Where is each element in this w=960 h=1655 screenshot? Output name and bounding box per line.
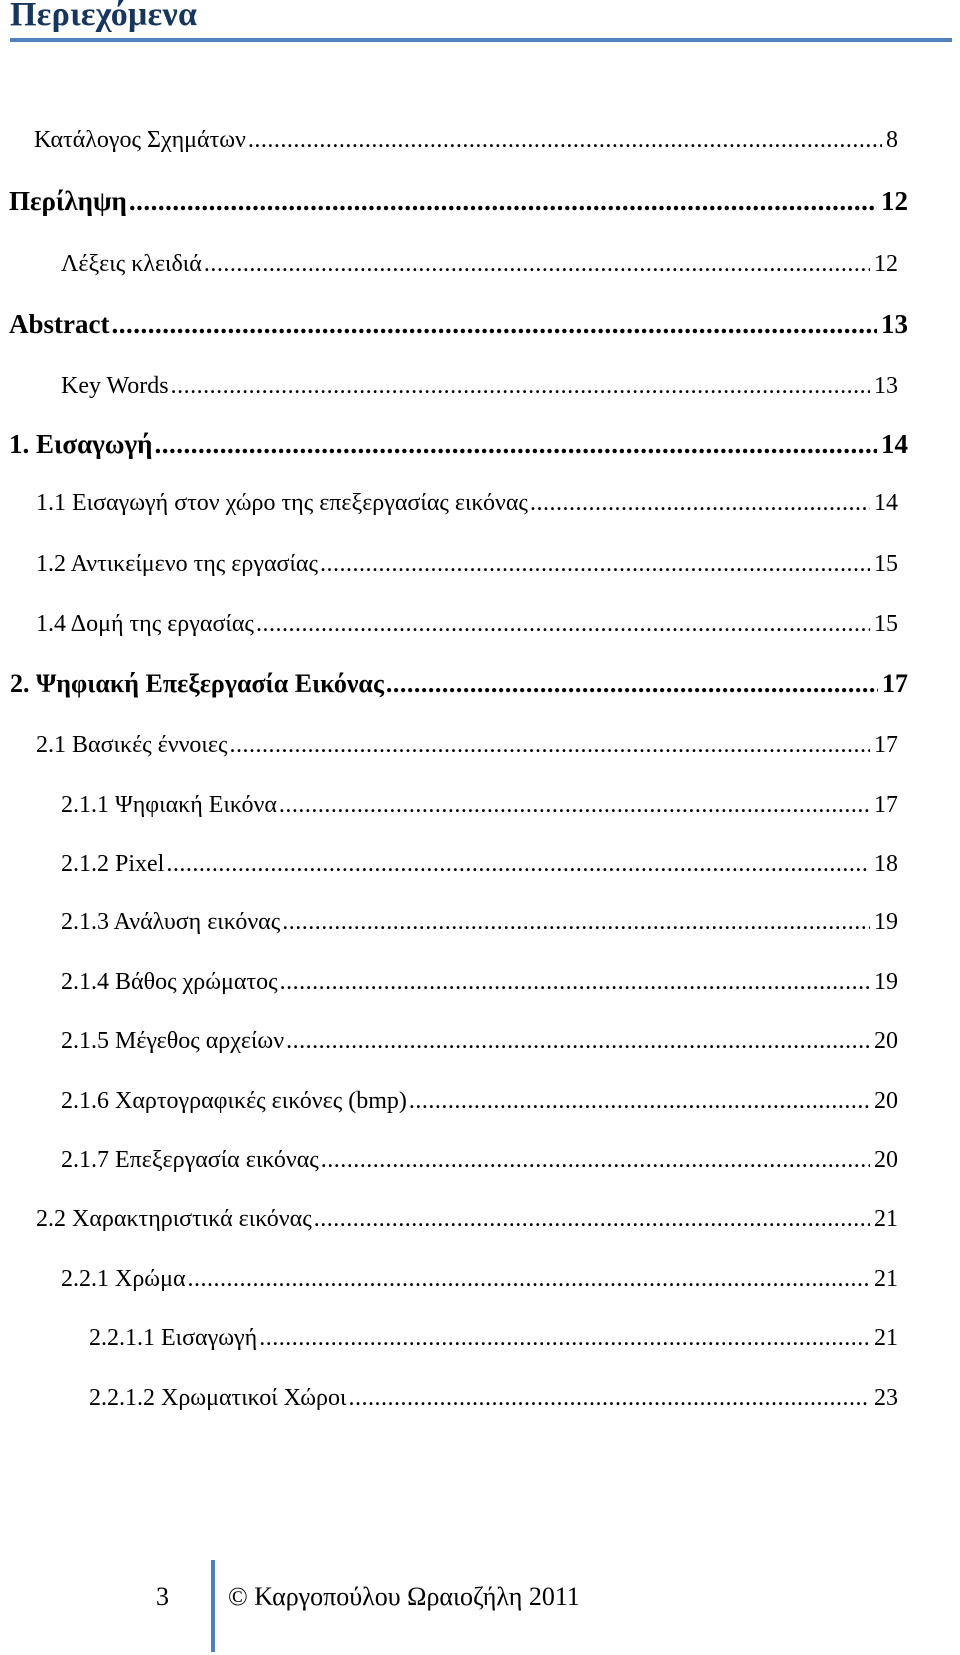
toc-entry-2-2[interactable] xyxy=(36,1201,898,1237)
toc-entry-page: 14 xyxy=(874,490,898,516)
dot-leader xyxy=(314,1201,870,1237)
dot-leader xyxy=(259,1320,870,1356)
toc-entry-page: 23 xyxy=(874,1385,898,1411)
toc-entry-label[interactable]: 2.1.3 Ανάλυση εικόνας xyxy=(61,909,281,935)
toc-entry-abstract[interactable] xyxy=(9,306,908,342)
toc-entry-label[interactable]: Key Words xyxy=(61,373,169,399)
toc-entry-page: 17 xyxy=(874,792,898,818)
toc-entry-page: 19 xyxy=(874,909,898,935)
dot-leader xyxy=(286,1023,870,1059)
toc-entry-page: 14 xyxy=(881,429,908,459)
toc-entry-page: 19 xyxy=(874,969,898,995)
dot-leader xyxy=(166,846,870,882)
toc-entry-keywords-gr[interactable] xyxy=(61,246,898,282)
toc-entry-2-1-3[interactable] xyxy=(61,904,898,940)
toc-entry-2-1-5[interactable] xyxy=(61,1023,898,1059)
toc-entry-label[interactable]: 2.1.7 Επεξεργασία εικόνας xyxy=(61,1147,319,1173)
toc-entry-2-1-2[interactable] xyxy=(61,846,898,882)
toc-entry-list-of-figures[interactable] xyxy=(34,122,898,158)
dot-leader xyxy=(129,183,877,219)
dot-leader xyxy=(171,368,870,404)
toc-entry-2-1-7[interactable] xyxy=(61,1142,898,1178)
toc-entry-page: 8 xyxy=(886,127,898,153)
footer-divider xyxy=(211,1560,215,1652)
toc-entry-page: 15 xyxy=(874,551,898,577)
dot-leader xyxy=(321,1142,870,1178)
toc-entry-page: 20 xyxy=(874,1088,898,1114)
dot-leader xyxy=(188,1261,870,1297)
dot-leader xyxy=(530,485,870,521)
dot-leader xyxy=(348,1380,870,1416)
toc-entry-label[interactable]: 2.1.6 Χαρτογραφικές εικόνες (bmp) xyxy=(61,1088,407,1114)
dot-leader xyxy=(409,1083,870,1119)
heading-underline xyxy=(10,38,952,42)
dot-leader xyxy=(282,904,870,940)
toc-entry-label[interactable]: 2.2.1.1 Εισαγωγή xyxy=(89,1325,258,1351)
dot-leader xyxy=(204,246,870,282)
toc-entry-label[interactable]: 1.4 Δομή της εργασίας xyxy=(36,611,254,637)
dot-leader xyxy=(111,306,877,342)
toc-entry-2-2-1[interactable] xyxy=(61,1261,898,1297)
toc-entry-1-4[interactable] xyxy=(36,606,898,642)
toc-entry-page: 13 xyxy=(874,373,898,399)
toc-entry-label[interactable]: 2.1.4 Βάθος χρώματος xyxy=(61,969,278,995)
toc-entry-page: 21 xyxy=(874,1325,898,1351)
dot-leader xyxy=(279,787,870,823)
toc-entry-label[interactable]: Περίληψη xyxy=(9,186,127,216)
toc-entry-page: 20 xyxy=(874,1028,898,1054)
toc-entry-2-2-1-2[interactable] xyxy=(89,1380,898,1416)
dot-leader xyxy=(248,122,882,158)
toc-entry-1-2[interactable] xyxy=(36,546,898,582)
toc-entry-label[interactable]: 2.1.5 Μέγεθος αρχείων xyxy=(61,1028,285,1054)
toc-entry-label[interactable]: 2.1 Βασικές έννοιες xyxy=(36,732,228,758)
toc-entry-page: 12 xyxy=(874,251,898,277)
toc-entry-summary[interactable] xyxy=(9,183,908,219)
toc-entry-page: 15 xyxy=(874,611,898,637)
dot-leader xyxy=(280,964,870,1000)
toc-entry-2-2-1-1[interactable] xyxy=(89,1320,898,1356)
toc-entry-page: 21 xyxy=(874,1266,898,1292)
dot-leader xyxy=(386,666,878,702)
toc-entry-chapter-1[interactable] xyxy=(9,426,908,462)
toc-entry-label[interactable]: 2.1.2 Pixel xyxy=(61,851,165,877)
footer-page-number: 3 xyxy=(156,1582,169,1611)
toc-entry-page: 13 xyxy=(881,309,908,339)
toc-entry-label[interactable]: 1.1 Εισαγωγή στον χώρο της επεξεργασίας εικόνας xyxy=(36,490,528,516)
dot-leader xyxy=(229,727,870,763)
toc-entry-label[interactable]: Λέξεις κλειδιά xyxy=(61,251,202,277)
toc-entry-label[interactable]: 2. Ψηφιακή Επεξεργασία Εικόνας xyxy=(10,669,384,698)
dot-leader xyxy=(154,426,877,462)
toc-entry-2-1-4[interactable] xyxy=(61,964,898,1000)
toc-entry-label[interactable]: 1.2 Αντικείμενο της εργασίας xyxy=(36,551,319,577)
toc-entry-page: 21 xyxy=(874,1206,898,1232)
dot-leader xyxy=(256,606,870,642)
toc-entry-2-1[interactable] xyxy=(36,727,898,763)
toc-entry-2-1-1[interactable] xyxy=(61,787,898,823)
toc-entry-page: 12 xyxy=(881,186,908,216)
dot-leader xyxy=(320,546,870,582)
toc-title: Περιεχόμενα xyxy=(10,0,198,33)
toc-entry-page: 20 xyxy=(874,1147,898,1173)
toc-entry-page: 17 xyxy=(882,669,908,698)
toc-entry-1-1[interactable] xyxy=(36,485,898,521)
toc-entry-keywords-en[interactable] xyxy=(61,368,898,404)
toc-entry-label[interactable]: 1. Εισαγωγή xyxy=(9,429,153,459)
toc-entry-label[interactable]: Κατάλογος Σχημάτων xyxy=(34,127,246,153)
toc-entry-label[interactable]: 2.2 Χαρακτηριστικά εικόνας xyxy=(36,1206,312,1232)
toc-entry-page: 17 xyxy=(874,732,898,758)
toc-entry-label[interactable]: 2.2.1.2 Χρωματικοί Χώροι xyxy=(89,1385,347,1411)
footer-copyright: © Καργοπούλου Ωραιοζήλη 2011 xyxy=(228,1582,580,1611)
toc-entry-2-1-6[interactable] xyxy=(61,1083,898,1119)
toc-entry-label[interactable]: 2.2.1 Χρώμα xyxy=(61,1266,186,1292)
toc-entry-page: 18 xyxy=(874,851,898,877)
toc-entry-label[interactable]: Abstract xyxy=(9,309,110,339)
toc-entry-label[interactable]: 2.1.1 Ψηφιακή Εικόνα xyxy=(61,792,277,818)
toc-entry-chapter-2[interactable] xyxy=(10,666,908,702)
